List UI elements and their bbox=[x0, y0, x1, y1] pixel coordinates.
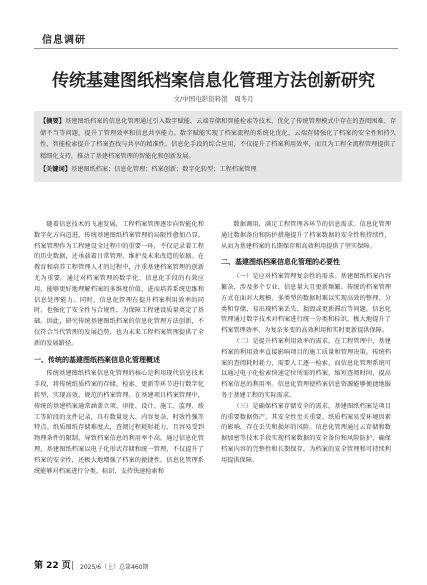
abstract-paragraph bbox=[40, 116, 396, 162]
column-header-bar bbox=[34, 26, 398, 49]
continuation-paragraph: 数据调用，满足工程管理各环节的信息需求。信息化管理通过数据备份和防护措施提升了档案数据的安全性和持续性，从而为基建档案的长期保存和高效利用提供了坚实保障。 bbox=[221, 221, 391, 250]
article-title: 传统基建图纸档案信息化管理方法创新研究 bbox=[52, 71, 375, 91]
intro-paragraph: 随着信息技术的飞速发展，工程档案管理逐步向智能化和数字化方向迈进，传统基建图纸档案管理的局限性愈加凸显。档案管理作为工程建设全过程中的重要一环，不仅记录着工程的历史数据，还承载着日常管理、维护及未来改造的依据。在教育和培养工程管理人才的过程中，注重基建档案管理的创新尤为重要。通过对档案管理的数字化、信息化手段的有效应用，能够更好地理解档案的多维度价值，进而培养系统思维和信息处理能力。同时，信息化管理在提升档案利用效率的同时，也强化了安全性与合规性，为保障工程建设质量奠定了基础。因此，研究传统基建图纸档案的信息化管理方法创新，不仅符合当代管理的发展趋势，也为未来工程档案管理提供了全新的发展路径。 bbox=[34, 221, 204, 347]
article-author: 文/中国电影资料馆 周冬月 bbox=[173, 95, 254, 103]
right-column bbox=[221, 220, 391, 467]
section-2-paragraph-2: （二）是提升档案利用效率的需求。在工程管理中，基建档案的利用效率直接影响项目的施工质量和管理决策。传统档案的查阅耗时耗力，需要人工逐一检索，而信息化管理系统可以通过电子化检索快速定位所需的档案，缩短查阅时间，提高档案信息的利用率。信息化管理使档案信息资源能够便捷地服务于基建工程的实际需求。 bbox=[221, 337, 391, 399]
issue-info: 2025/6（上）总第460期 bbox=[80, 564, 149, 571]
page-footer bbox=[34, 558, 394, 572]
page-number: 第 22 页 bbox=[34, 561, 71, 571]
keywords-paragraph bbox=[40, 164, 396, 176]
section-2-paragraph-3: （三）是确保档案存储安全的需求。基建图纸档案是项目的重要数据资产，其安全性至关重要。纸质档案易受环境因素的影响，存在丢失和损坏的风险。信息化管理通过云存储和数据加密等技术手段实现档案数据的安全备份和风险防护，确保档案内容的完整性和长期保存，为档案的安全管理和可持续利用提供保障。 bbox=[221, 402, 391, 464]
left-column bbox=[34, 220, 204, 477]
section-2-paragraph-1: （一）是应对档案管理复杂性的需求。基建图纸档案内容繁杂，涉及多个专业、信息量大且更新频繁。传统的档案管理方式在面对大规模、多类型的数据时难以实现高效的整理、分类和存储，易出现档案丢失、损毁或更新滞后等问题。信息化管理通过数字技术对档案进行统一分类和标识，极大地提升了档案管理效率，为复杂多变的高效利用和实时更新提供保障。 bbox=[221, 273, 391, 335]
abstract-box bbox=[34, 111, 402, 182]
column-tag: 信息调研 bbox=[42, 35, 86, 46]
keywords-text: 基建图纸档案；信息化管理；档案创新；数字化转型；工程档案管理 bbox=[70, 166, 257, 174]
keywords-label: 【关键词】 bbox=[40, 166, 71, 174]
abstract-text: 基建图纸档案的信息化管理通过引入数字赋能、云端存储和智能检索等技术，优化了传统管理模式中存在的查阅困难、存储不当等问题，提升了管理效率和信息共享能力。数字赋能实现了档案流程的系统化优化，云端存储强化了档案的安全性和持久性，智能检索提升了档案查找与共享的精准性。信息化手段的综合应用，不仅提升了档案利用效率，而且为工程全流程管理提供了精细化支持，推动了基建档案管理的智能化和创新发展。 bbox=[40, 118, 397, 160]
abstract-label: 【摘要】 bbox=[40, 118, 65, 125]
section-heading-2: 二、基建图纸档案信息化管理的必要性 bbox=[221, 258, 340, 267]
section-1-paragraph: 传统基建图纸档案信息化管理的核心是利用现代信息技术手段，将传统纸质档案的存储、检索、更新等环节进行数字化转型，实现高效、规范的档案管理。在基建项目档案管理中，传统的基建档案通常涵盖立项、审批、设计、施工、监理、竣工等阶段的文件记录，具有数量庞大、内容复杂、时效性强等特点。纸质图纸存储难度大，查阅过程耗时耗力，且容易受到物理条件的限制，导致档案信息的利用率不高。通过信息化管理，基建图纸档案以电子化形式存储和统一管理，不仅提升了档案的安全性，还极大地增强了档案的便捷性。信息化管理系统能够对档案进行分类、标识，支持快速检索和 bbox=[34, 370, 204, 475]
footer-divider bbox=[72, 561, 73, 570]
section-heading-1: 一、传统的基建图纸档案信息化管理概述 bbox=[34, 355, 160, 364]
